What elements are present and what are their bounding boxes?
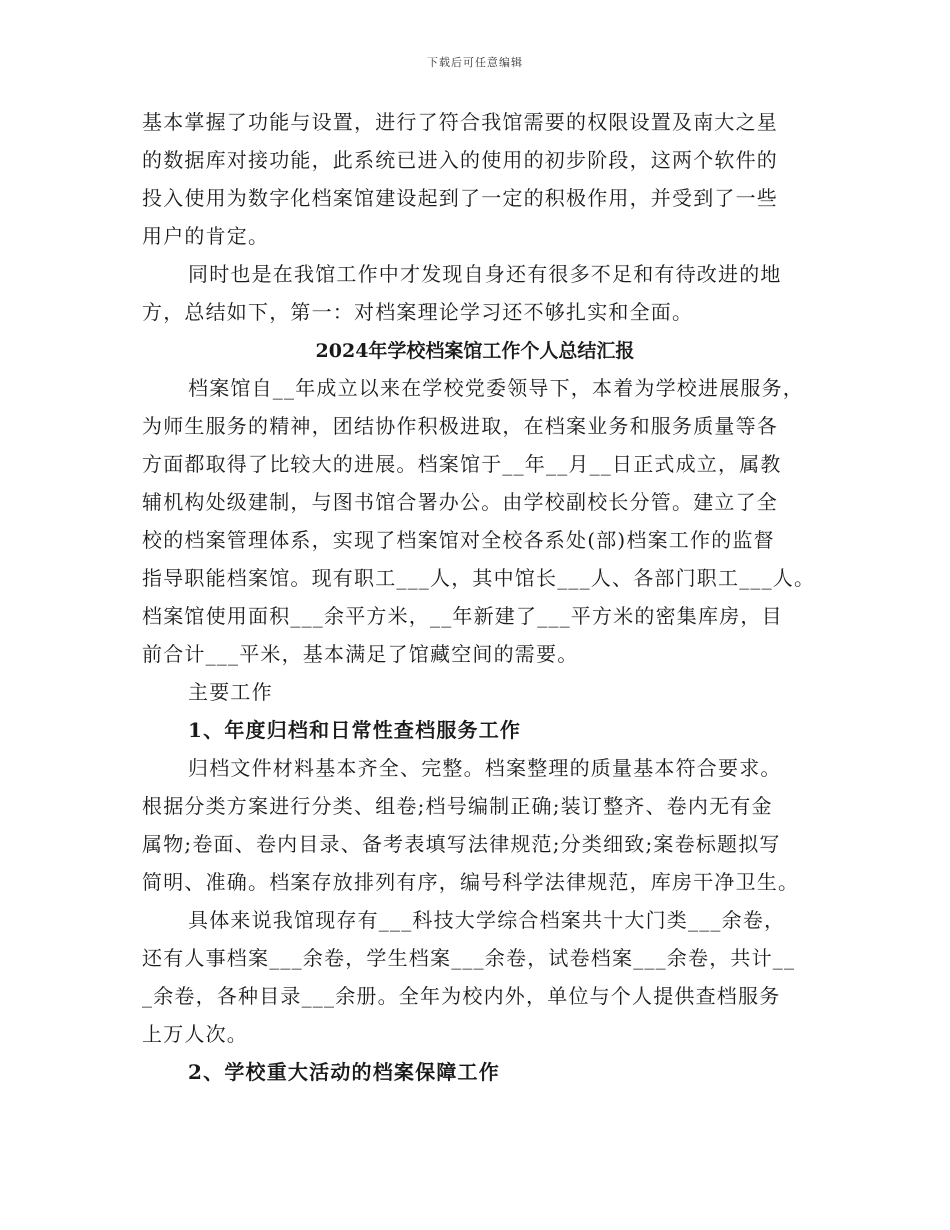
body-line: 指导职能档案馆。现有职工___人，其中馆长___人、各部门职工___人。 (142, 566, 816, 590)
body-line: 归档文件材料基本齐全、完整。档案整理的质量基本符合要求。 (188, 756, 782, 780)
body-line: 前合计___平米，基本满足了馆藏空间的需要。 (142, 642, 579, 666)
body-line: 上万人次。 (142, 1022, 248, 1046)
body-line: 用户的肯定。 (142, 224, 270, 248)
body-line: 同时也是在我馆工作中才发现自身还有很多不足和有待改进的地 (188, 262, 782, 286)
section-label-main-work: 主要工作 (188, 680, 273, 704)
body-line: 方，总结如下，第一：对档案理论学习还不够扎实和全面。 (142, 300, 694, 324)
body-line: 简明、准确。档案存放排列有序，编号科学法律规范，库房干净卫生。 (142, 870, 800, 894)
body-line: 根据分类方案进行分类、组卷;档号编制正确;装订整齐、卷内无有金 (142, 794, 773, 818)
body-line: 方面都取得了比较大的进展。档案馆于__年__月__日正式成立，属教 (142, 452, 782, 476)
section-heading-2: 2、学校重大活动的档案保障工作 (188, 1060, 500, 1084)
document-title: 2024年学校档案馆工作个人总结汇报 (315, 340, 635, 362)
body-line: _余卷，各种目录___余册。全年为校内外，单位与个人提供查档服务 (142, 984, 781, 1008)
body-line: 还有人事档案___余卷，学生档案___余卷，试卷档案___余卷，共计__ (142, 946, 796, 970)
body-line: 辅机构处级建制，与图书馆合署办公。由学校副校长分管。建立了全 (142, 490, 778, 514)
body-line: 为师生服务的精神，团结协作积极进取，在档案业务和服务质量等各 (142, 414, 778, 438)
body-line: 属物;卷面、卷内目录、备考表填写法律规范;分类细致;案卷标题拟写 (142, 832, 781, 856)
header-note: 下载后可任意编辑 (427, 56, 523, 69)
section-heading-1: 1、年度归档和日常性查档服务工作 (188, 718, 522, 742)
body-line: 档案馆使用面积___余平方米，__年新建了___平方米的密集库房，目 (142, 604, 783, 628)
body-line: 具体来说我馆现存有___科技大学综合档案共十大门类___余卷， (188, 908, 786, 932)
body-line: 的数据库对接功能，此系统已进入的使用的初步阶段，这两个软件的 (142, 148, 778, 172)
body-line: 校的档案管理体系，实现了档案馆对全校各系处(部)档案工作的监督 (142, 528, 775, 552)
body-line: 投入使用为数字化档案馆建设起到了一定的积极作用，并受到了一些 (142, 186, 778, 210)
body-line: 档案馆自__年成立以来在学校党委领导下，本着为学校进展服务， (188, 376, 804, 400)
body-line: 基本掌握了功能与设置，进行了符合我馆需要的权限设置及南大之星 (142, 110, 778, 134)
